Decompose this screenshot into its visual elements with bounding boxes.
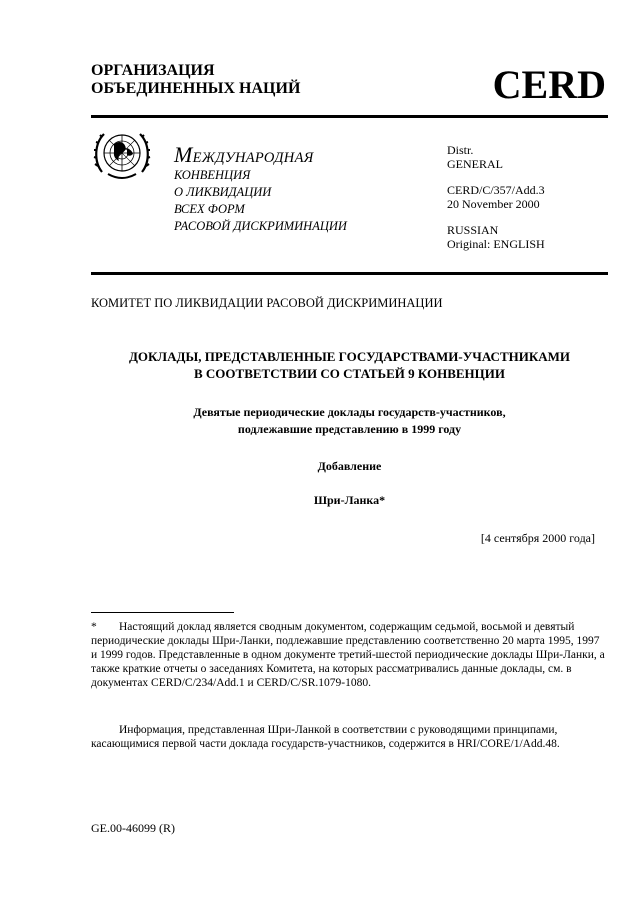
convention-line: РАСОВОЙ ДИСКРИМИНАЦИИ bbox=[174, 219, 347, 233]
org-line-2: ОБЪЕДИНЕННЫХ НАЦИЙ bbox=[91, 80, 301, 97]
document-original-language: Original: ENGLISH bbox=[447, 236, 545, 251]
footnote-mark: * bbox=[91, 621, 97, 633]
org-line-1: ОРГАНИЗАЦИЯ bbox=[91, 62, 215, 79]
convention-line: КОНВЕНЦИЯ bbox=[174, 168, 251, 182]
convention-first-capital: М bbox=[174, 142, 193, 167]
distr-label: Distr. bbox=[447, 143, 474, 157]
subtitle-line-2: подлежавшие представлению в 1999 году bbox=[237, 422, 462, 436]
organization-name bbox=[91, 62, 300, 98]
report-date: [4 сентября 2000 года] bbox=[480, 531, 595, 545]
job-number: GE.00-46099 (R) bbox=[91, 821, 175, 835]
header-rule-top bbox=[91, 115, 608, 118]
footnote-text-2: Информация, представленная Шри-Ланкой в соответствии с руководящими принципами, касающимися первой части доклада государств-участников, содержится в HRI/CORE/1/Add.48. bbox=[91, 724, 560, 750]
document-title bbox=[91, 348, 608, 382]
document-language: RUSSIAN bbox=[447, 223, 499, 237]
un-emblem-icon bbox=[92, 124, 152, 184]
country-name: Шри-Ланка* bbox=[313, 493, 386, 507]
convention-first-rest: ЕЖДУНАРОДНАЯ bbox=[192, 150, 314, 166]
addendum-label: Добавление bbox=[317, 459, 382, 473]
convention-first-line bbox=[174, 142, 347, 167]
footnote-paragraph-1 bbox=[91, 620, 608, 690]
distr-general: GENERAL bbox=[447, 156, 503, 171]
document-date: 20 November 2000 bbox=[447, 196, 540, 211]
title-line-2: В СООТВЕТСТВИИ СО СТАТЬЕЙ 9 КОНВЕНЦИИ bbox=[194, 366, 505, 381]
subtitle-line-1: Девятые периодические доклады государств-участников, bbox=[193, 405, 506, 419]
footnote-paragraph-2 bbox=[91, 723, 608, 751]
footnote-rule bbox=[91, 612, 234, 613]
document-symbol: CERD/C/357/Add.3 bbox=[447, 183, 545, 197]
header-rule-bottom bbox=[91, 272, 608, 275]
convention-name bbox=[174, 142, 347, 235]
cerd-logo-text: CERD bbox=[492, 62, 606, 107]
convention-line: О ЛИКВИДАЦИИ bbox=[174, 185, 272, 199]
footnote-text-1: Настоящий доклад является сводным документом, содержащим седьмой, восьмой и девятый периодические доклады Шри-Ланки, подлежавшие представлению соответственно 20 марта 1995, 1997 и 1999 годов. Представленные в одном документе третий-шестой периодические доклады Шри-Ланки, а также краткие отчеты о заседаниях Комитета, на которых рассматривались данные доклады, см. в документах CERD/C/234/Add.1 и CERD/C/SR.1079-1080. bbox=[91, 621, 605, 689]
document-subtitle bbox=[91, 404, 608, 438]
title-line-1: ДОКЛАДЫ, ПРЕДСТАВЛЕННЫЕ ГОСУДАРСТВАМИ-УЧАСТНИКАМИ bbox=[128, 349, 571, 364]
committee-name: КОМИТЕТ ПО ЛИКВИДАЦИИ РАСОВОЙ ДИСКРИМИНАЦИИ bbox=[91, 296, 443, 310]
convention-line: ВСЕХ ФОРМ bbox=[174, 202, 245, 216]
distribution-block bbox=[447, 144, 545, 251]
